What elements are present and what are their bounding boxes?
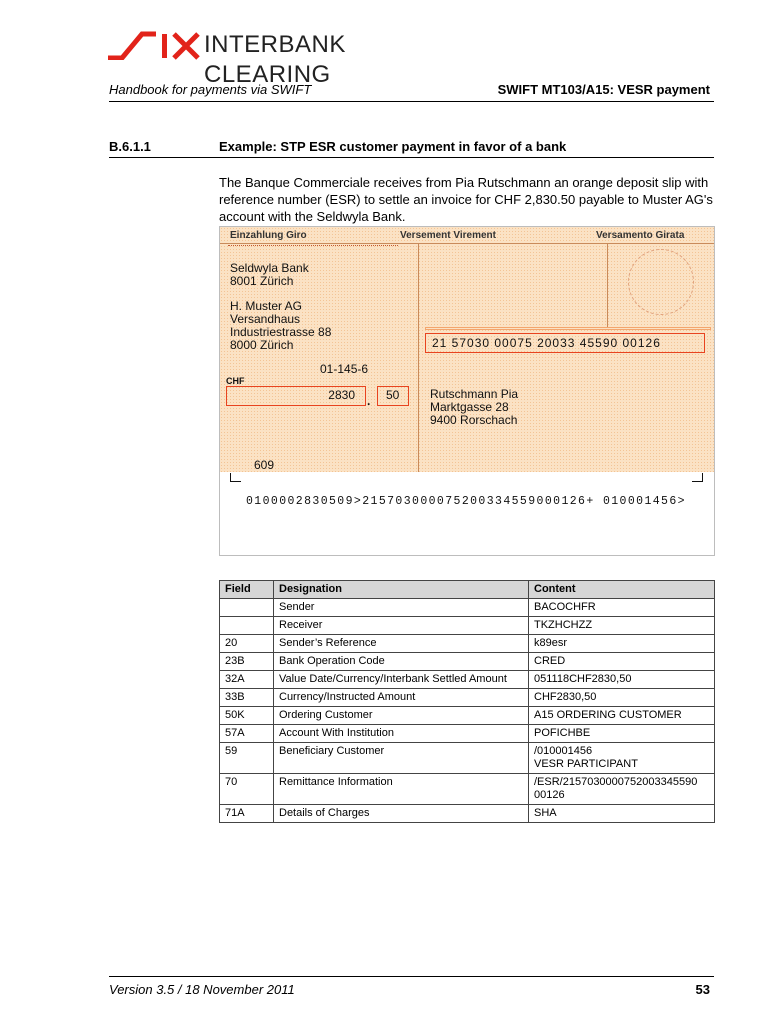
payer-line-3: 9400 Rorschach	[430, 413, 518, 427]
section-number: B.6.1.1	[109, 139, 151, 154]
currency-label: CHF	[226, 376, 245, 386]
table-row	[220, 707, 715, 725]
mt103-fields-table	[219, 580, 715, 823]
cell-content-line: k89esr	[534, 637, 568, 649]
slip-small-code: 609	[254, 458, 275, 472]
footer-rule	[109, 976, 714, 977]
cell-designation: Bank Operation Code	[274, 653, 529, 671]
cell-field: 59	[220, 743, 274, 774]
cell-field	[220, 617, 274, 635]
cell-content-line: /ESR/2157030000752003345590	[534, 776, 698, 788]
cell-field: 33B	[220, 689, 274, 707]
cell-content	[529, 725, 715, 743]
cell-content	[529, 689, 715, 707]
reference-top-rule	[425, 327, 711, 330]
payer-line-2: Marktgasse 28	[430, 400, 509, 414]
table-row	[220, 805, 715, 823]
handbook-title: Handbook for payments via SWIFT	[109, 82, 312, 97]
cell-field: 23B	[220, 653, 274, 671]
beneficiary-line-1: H. Muster AG	[230, 299, 303, 313]
cell-designation: Remittance Information	[274, 774, 529, 805]
cell-designation: Value Date/Currency/Interbank Settled Amount	[274, 671, 529, 689]
cell-content	[529, 774, 715, 805]
brand-name: INTERBANK CLEARING	[204, 31, 346, 88]
column-header-content: Content	[529, 581, 715, 599]
cell-content-line: CRED	[534, 655, 566, 667]
cell-content-line: SHA	[534, 807, 557, 819]
cell-content-line: 051118CHF2830,50	[534, 673, 632, 685]
cell-field: 20	[220, 635, 274, 653]
cell-content	[529, 635, 715, 653]
cell-designation: Beneficiary Customer	[274, 743, 529, 774]
table-row	[220, 653, 715, 671]
orange-deposit-slip	[219, 226, 715, 556]
reference-number: 21 57030 00075 20033 45590 00126	[432, 336, 661, 350]
cell-designation: Account With Institution	[274, 725, 529, 743]
header-rule	[109, 101, 714, 102]
cell-designation: Currency/Instructed Amount	[274, 689, 529, 707]
cell-content	[529, 805, 715, 823]
cell-designation: Receiver	[274, 617, 529, 635]
corner-mark-right	[692, 473, 703, 482]
version-label: Version 3.5 / 18 November 2011	[109, 982, 295, 997]
cell-content	[529, 743, 715, 774]
cell-content-line: CHF2830,50	[534, 691, 597, 703]
amount-francs: 2830	[328, 388, 355, 402]
bank-line-2: 8001 Zürich	[230, 274, 294, 288]
cell-content-line: A15 ORDERING CUSTOMER	[534, 709, 682, 721]
amount-cents: 50	[386, 388, 400, 402]
intro-paragraph: The Banque Commerciale receives from Pia Rutschmann an orange deposit slip with reference number (ESR) to settle an invoice for CHF 2,830.50 payable to Muster AG's account with the Seldwyla Bank.	[219, 175, 713, 224]
table-row	[220, 635, 715, 653]
six-logo-mark-icon	[108, 30, 202, 60]
six-logo	[108, 30, 448, 88]
table-row	[220, 599, 715, 617]
corner-mark-left	[230, 473, 241, 482]
cell-content-line: 00126	[534, 789, 565, 801]
payer-line-1: Rutschmann Pia	[430, 387, 519, 401]
slip-top-rule	[220, 243, 714, 244]
account-number: 01-145-6	[320, 362, 369, 376]
beneficiary-line-4: 8000 Zürich	[230, 338, 294, 352]
table-body	[220, 599, 715, 823]
page-number: 53	[695, 982, 710, 997]
cell-designation: Sender’s Reference	[274, 635, 529, 653]
beneficiary-line-2: Versandhaus	[230, 312, 301, 326]
cell-content-line: TKZHCHZZ	[534, 619, 593, 631]
slip-heading-it: Versamento Girata	[596, 230, 685, 241]
table-row	[220, 617, 715, 635]
cell-content	[529, 617, 715, 635]
ocr-codeline: 0100002830509>215703000075200334559000126+ 010001456>	[246, 495, 686, 508]
amount-dot: .	[367, 394, 371, 408]
slip-form-area	[220, 227, 714, 472]
cell-field: 71A	[220, 805, 274, 823]
table-row	[220, 689, 715, 707]
table-row	[220, 743, 715, 774]
cell-field	[220, 599, 274, 617]
slip-divider-1	[418, 243, 419, 472]
reference-box	[425, 333, 705, 353]
cell-content	[529, 671, 715, 689]
cell-content	[529, 599, 715, 617]
cell-content-line: VESR PARTICIPANT	[534, 758, 638, 770]
chapter-title: SWIFT MT103/A15: VESR payment	[497, 82, 710, 97]
cell-designation: Sender	[274, 599, 529, 617]
cell-content-line: BACOCHFR	[534, 601, 596, 613]
cell-designation: Details of Charges	[274, 805, 529, 823]
cell-content	[529, 707, 715, 725]
slip-divider-2	[607, 243, 608, 327]
section-rule	[109, 157, 714, 158]
table-row	[220, 725, 715, 743]
table-row	[220, 774, 715, 805]
amount-cents-box	[377, 386, 409, 406]
slip-heading-fr: Versement Virement	[400, 230, 496, 241]
bank-line-1: Seldwyla Bank	[230, 261, 309, 275]
table-header-row	[220, 581, 715, 599]
cell-content-line: /010001456	[534, 745, 593, 757]
section-title: Example: STP ESR customer payment in favor of a bank	[219, 139, 567, 154]
slip-heading-de: Einzahlung Giro	[230, 230, 307, 241]
cell-field: 32A	[220, 671, 274, 689]
table-row	[220, 671, 715, 689]
cell-field: 50K	[220, 707, 274, 725]
column-header-designation: Designation	[274, 581, 529, 599]
stamp-circle	[628, 249, 694, 315]
cell-content-line: POFICHBE	[534, 727, 591, 739]
beneficiary-line-3: Industriestrasse 88	[230, 325, 332, 339]
cell-field: 70	[220, 774, 274, 805]
cell-field: 57A	[220, 725, 274, 743]
amount-francs-box	[226, 386, 366, 406]
cell-designation: Ordering Customer	[274, 707, 529, 725]
slip-fine-print	[228, 245, 398, 249]
cell-content	[529, 653, 715, 671]
column-header-field: Field	[220, 581, 274, 599]
